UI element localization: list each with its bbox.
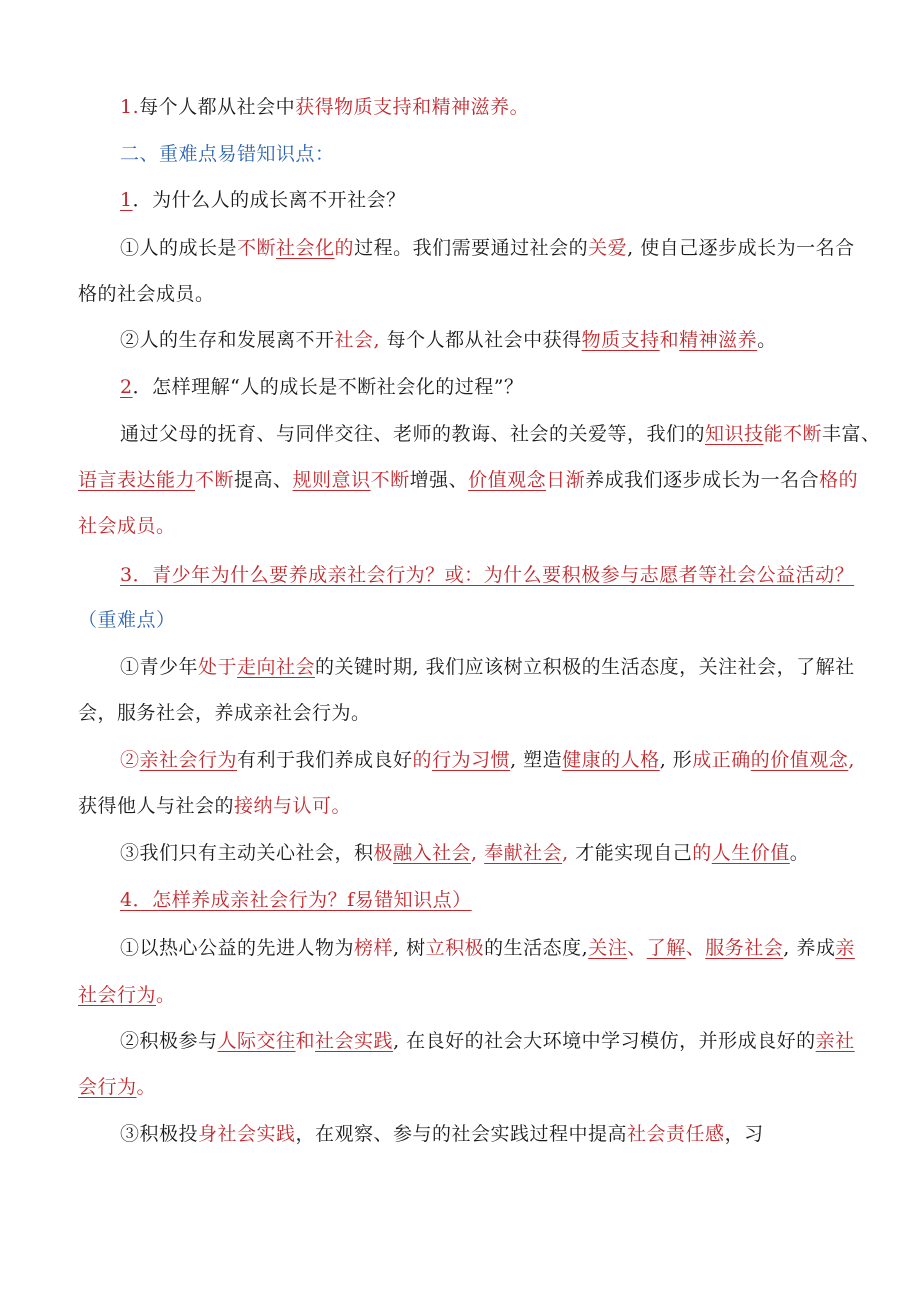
question-2: 2．怎样理解“人的成长是不断社会化的过程”？: [120, 376, 524, 398]
question-4: 4．怎样养成亲社会行为？f易错知识点）: [120, 889, 472, 911]
paragraph-3-line-2: 语言表达能力不断提高、规则意识不断增强、价值观念日渐养成我们逐步成长为一名合格的: [78, 469, 859, 491]
list-number: 1.: [120, 96, 140, 118]
paragraph-9: ③积极投身社会实践，在观察、参与的社会实践过程中提高社会责任感，习: [120, 1123, 764, 1145]
question-number: 4: [120, 889, 133, 911]
paragraph-8-line-1: ②积极参与人际交往和社会实践, 在良好的社会大环境中学习模仿，并形成良好的亲社: [120, 1030, 855, 1052]
paragraph-5-line-1: ②亲社会行为有利于我们养成良好的行为习惯, 塑造健康的人格, 形成正确的价值观念,: [120, 749, 855, 771]
paragraph-7-line-1: ①以热心公益的先进人物为榜样, 树立积极的生活态度,关注、了解、服务社会, 养成亲: [120, 937, 855, 959]
paragraph-6: ③我们只有主动关心社会，积极融入社会, 奉献社会, 才能实现自己的人生价值。: [120, 842, 810, 864]
question-1: 1．为什么人的成长离不开社会？: [120, 189, 406, 211]
question-3: 3．青少年为什么要养成亲社会行为？或：为什么要积极参与志愿者等社会公益活动？: [120, 564, 855, 586]
paragraph-3-line-1: 通过父母的抚育、与同伴交往、老师的教诲、社会的关爱等，我们的知识技能不断丰富、: [120, 423, 881, 445]
paragraph-4-line-2: 会，服务社会，养成亲社会行为。: [78, 702, 371, 724]
question-number: 3: [120, 564, 133, 586]
difficulty-tag: （重难点）: [78, 609, 176, 631]
paragraph-4-line-1: ①青少年处于走向社会的关键时期, 我们应该树立积极的生活态度，关注社会，了解社: [120, 656, 855, 678]
paragraph-1-line-2: 格的社会成员。: [78, 283, 215, 305]
paragraph-7-line-2: 社会行为。: [78, 984, 176, 1006]
section-title: 二、重难点易错知识点：: [120, 143, 335, 165]
paragraph-1-line-1: ①人的成长是不断社会化的过程。我们需要通过社会的关爱, 使自己逐步成长为一名合: [120, 237, 855, 259]
paragraph-2: ②人的生存和发展离不开社会, 每个人都从社会中获得物质支持和精神滋养。: [120, 329, 777, 351]
paragraph-3-line-3: 社会成员。: [78, 515, 176, 537]
question-number: 1: [120, 189, 133, 211]
paragraph-8-line-2: 会行为。: [78, 1076, 157, 1098]
summary-line: 1.每个人都从社会中获得物质支持和精神滋养。: [120, 96, 530, 118]
paragraph-5-line-2: 获得他人与社会的接纳与认可。: [78, 795, 352, 817]
question-number: 2: [120, 376, 133, 398]
